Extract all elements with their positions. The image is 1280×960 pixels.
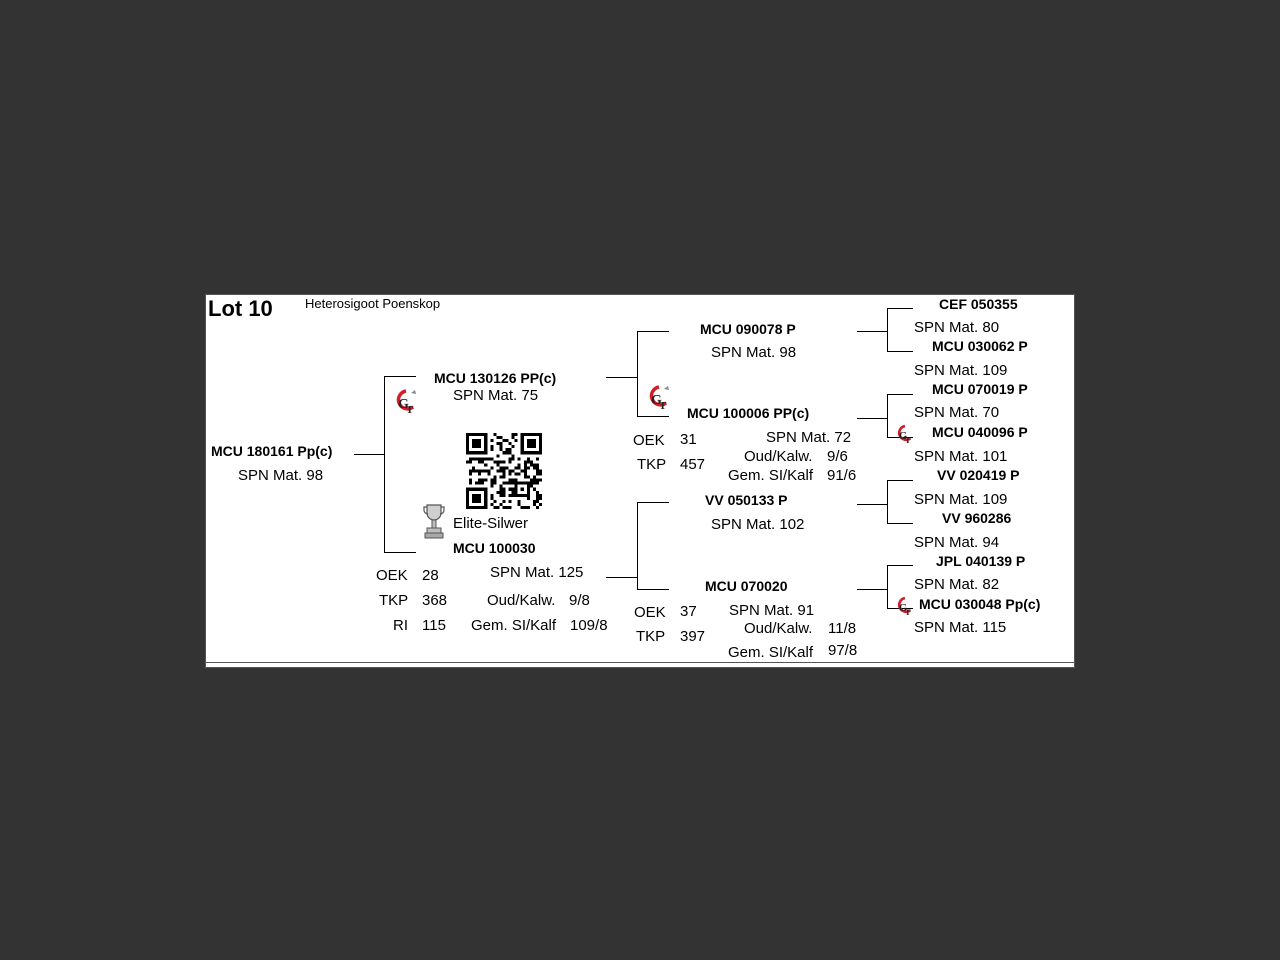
connector-line [887, 523, 913, 524]
connector-line [384, 552, 416, 553]
dam-award: Elite-Silwer [453, 515, 529, 532]
dam-ri-value: 115 [422, 617, 446, 634]
sire-spn: SPN Mat. 75 [453, 387, 539, 404]
gen3-id-2: MCU 030062 P [932, 338, 1028, 354]
svg-text:T: T [905, 434, 911, 445]
svg-text:G: G [398, 397, 409, 412]
lot-subtitle: Heterosigoot Poenskop [305, 296, 441, 311]
connector-line [354, 454, 384, 455]
connector-line [887, 351, 913, 352]
dam-sire-spn: SPN Mat. 102 [711, 516, 805, 533]
gen3-spn-6: SPN Mat. 94 [914, 534, 1000, 551]
sire-dam-oek-value: 31 [680, 431, 697, 448]
trophy-icon [422, 502, 446, 542]
connector-line [857, 331, 887, 332]
sire-dam-id: MCU 100006 PP(c) [687, 405, 810, 421]
gen3-spn-7: SPN Mat. 82 [914, 576, 1000, 593]
sire-dam-gem-value: 91/6 [827, 467, 857, 484]
animal-id: MCU 180161 Pp(c) [211, 443, 333, 459]
dam-gem-value: 109/8 [570, 617, 608, 634]
gen3-id-8: MCU 030048 Pp(c) [919, 596, 1041, 612]
connector-line [637, 331, 638, 417]
svg-text:G: G [898, 602, 908, 615]
sire-sire-spn: SPN Mat. 98 [711, 344, 797, 361]
dam-oek-value: 28 [422, 567, 439, 584]
connector-line [887, 394, 913, 395]
connector-line [606, 577, 637, 578]
dam-spn: SPN Mat. 125 [490, 564, 584, 581]
gen3-id-3: MCU 070019 P [932, 381, 1028, 397]
gt-logo-icon [895, 423, 915, 446]
connector-line [887, 308, 888, 352]
connector-line [637, 502, 669, 503]
sire-dam-spn: SPN Mat. 72 [766, 429, 852, 446]
gen3-spn-8: SPN Mat. 115 [914, 619, 1007, 636]
gen3-id-7: JPL 040139 P [936, 553, 1026, 569]
svg-text:T: T [406, 404, 414, 416]
connector-line [887, 565, 888, 609]
connector-line [887, 308, 913, 309]
connector-line [637, 331, 669, 332]
sire-id: MCU 130126 PP(c) [434, 370, 557, 386]
sire-dam-oud-value: 9/6 [827, 448, 848, 465]
connector-line [384, 376, 385, 553]
connector-line [857, 589, 887, 590]
sire-sire-id: MCU 090078 P [700, 321, 796, 337]
gen3-id-5: VV 020419 P [937, 467, 1020, 483]
dam-dam-oud-label: Oud/Kalw. [744, 620, 813, 637]
animal-spn: SPN Mat. 98 [238, 467, 324, 484]
connector-line [637, 416, 669, 417]
gt-logo-icon [646, 383, 672, 413]
connector-line [887, 394, 888, 438]
connector-line [887, 480, 913, 481]
gen3-id-6: VV 960286 [942, 510, 1012, 526]
gen3-spn-3: SPN Mat. 70 [914, 404, 1000, 421]
sire-dam-gem-label: Gem. SI/Kalf [728, 467, 814, 484]
dam-dam-tkp-value: 397 [680, 628, 706, 645]
dam-dam-gem-value: 97/8 [828, 642, 858, 659]
gen3-spn-4: SPN Mat. 101 [914, 448, 1008, 465]
dam-gem-label: Gem. SI/Kalf [471, 617, 557, 634]
dam-oud-value: 9/8 [569, 592, 590, 609]
page-cutoff-divider [206, 662, 1074, 663]
connector-line [857, 418, 887, 419]
gen3-id-1: CEF 050355 [939, 296, 1018, 312]
dam-tkp-value: 368 [422, 592, 448, 609]
dam-tkp-label: TKP [379, 592, 409, 609]
dam-dam-id: MCU 070020 [705, 578, 788, 594]
gen3-id-4: MCU 040096 P [932, 424, 1028, 440]
dam-oud-label: Oud/Kalw. [487, 592, 556, 609]
svg-text:T: T [659, 400, 667, 412]
dam-dam-gem-label: Gem. SI/Kalf [728, 644, 814, 661]
qr-code[interactable] [466, 433, 542, 509]
sire-dam-oek-label: OEK [633, 432, 665, 449]
dam-dam-oek-value: 37 [680, 603, 697, 620]
dam-dam-spn: SPN Mat. 91 [729, 602, 815, 619]
dam-dam-oek-label: OEK [634, 604, 666, 621]
gt-logo-icon [393, 387, 419, 417]
dam-ri-label: RI [393, 617, 408, 634]
svg-text:G: G [651, 393, 662, 408]
sire-dam-oud-label: Oud/Kalw. [744, 448, 813, 465]
gen3-spn-1: SPN Mat. 80 [914, 319, 1000, 336]
gen3-spn-2: SPN Mat. 109 [914, 362, 1008, 379]
svg-text:T: T [905, 606, 911, 617]
connector-line [637, 502, 638, 590]
dam-id: MCU 100030 [453, 540, 536, 556]
connector-line [606, 377, 637, 378]
dam-oek-label: OEK [376, 567, 408, 584]
lot-number: Lot 10 [208, 296, 273, 321]
connector-line [887, 565, 913, 566]
sire-dam-tkp-label: TKP [637, 456, 667, 473]
dam-sire-id: VV 050133 P [705, 492, 788, 508]
connector-line [637, 589, 669, 590]
dam-dam-oud-value: 11/8 [828, 620, 857, 637]
svg-text:G: G [898, 430, 908, 443]
connector-line [384, 376, 416, 377]
gen3-spn-5: SPN Mat. 109 [914, 491, 1008, 508]
pedigree-card [205, 294, 1075, 668]
gt-logo-icon [895, 595, 915, 618]
connector-line [887, 480, 888, 524]
dam-dam-tkp-label: TKP [636, 628, 666, 645]
connector-line [857, 504, 887, 505]
sire-dam-tkp-value: 457 [680, 456, 706, 473]
